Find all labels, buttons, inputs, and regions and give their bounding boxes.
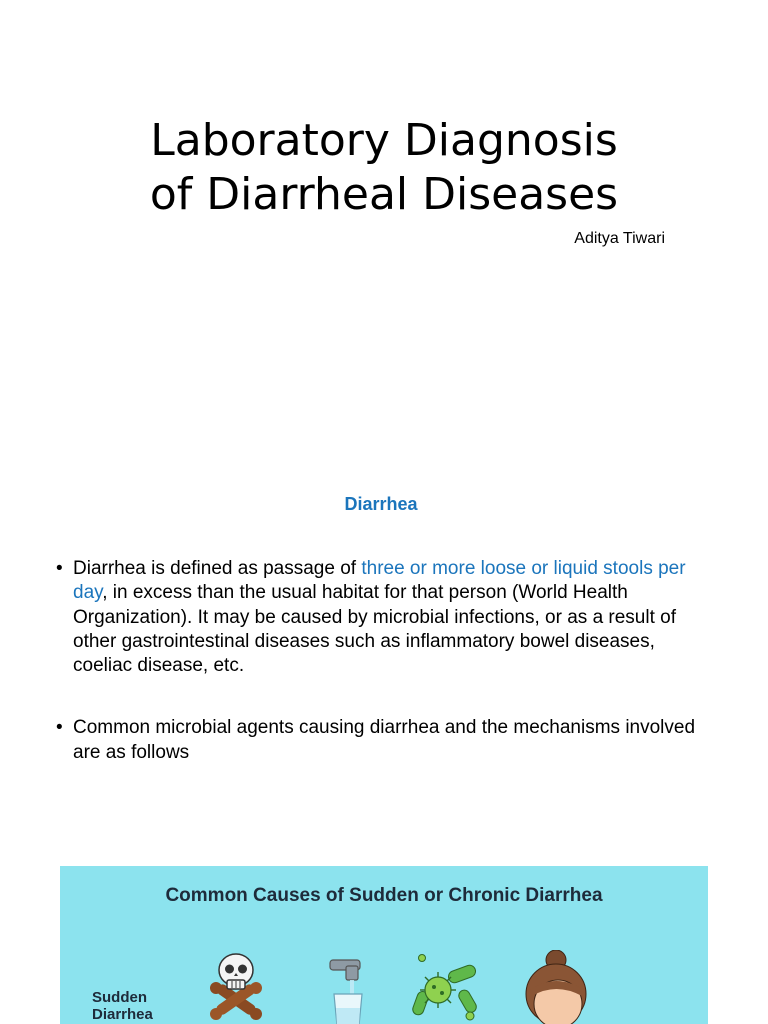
slide-title bbox=[0, 114, 768, 222]
content-slide bbox=[0, 435, 768, 1024]
infographic-title: Common Causes of Sudden or Chronic Diarrhea bbox=[165, 885, 603, 906]
faucet-water-icon bbox=[322, 958, 366, 1024]
bullet-agents: • Common microbial agents causing diarrhea and the mechanisms involved are as follows bbox=[56, 716, 706, 765]
person-illustration bbox=[516, 950, 606, 1024]
bullet-definition-after: , in excess than the usual habitat for that person (World Health Organization). It may be caused by microbial infections, or as a result of other gastrointestinal diseases such as inflammatory bowel diseases, coeliac disease, etc. bbox=[73, 582, 676, 677]
bullet-definition-before: Diarrhea is defined as passage of bbox=[73, 558, 362, 579]
bullet-list bbox=[56, 557, 706, 765]
title-slide bbox=[0, 0, 768, 435]
bullet-definition-highlight: three or more loose or liquid stools per day bbox=[73, 558, 686, 604]
bullet-definition bbox=[56, 557, 706, 678]
section-heading: Diarrhea bbox=[344, 494, 418, 514]
slide-title-line-2: of Diarrheal Diseases bbox=[149, 169, 619, 220]
slide-title-line-1: Laboratory Diagnosis bbox=[150, 115, 618, 166]
infographic-label-sudden-diarrhea bbox=[92, 989, 153, 1023]
diarrhea-causes-infographic bbox=[60, 866, 708, 1024]
infographic-label-line-1: Sudden bbox=[92, 989, 147, 1006]
author-name: Aditya Tiwari bbox=[574, 230, 665, 247]
germs-icon bbox=[404, 952, 484, 1024]
infographic-label-line-2: Diarrhea bbox=[92, 1006, 153, 1023]
skull-crossbones-icon bbox=[208, 950, 264, 1024]
